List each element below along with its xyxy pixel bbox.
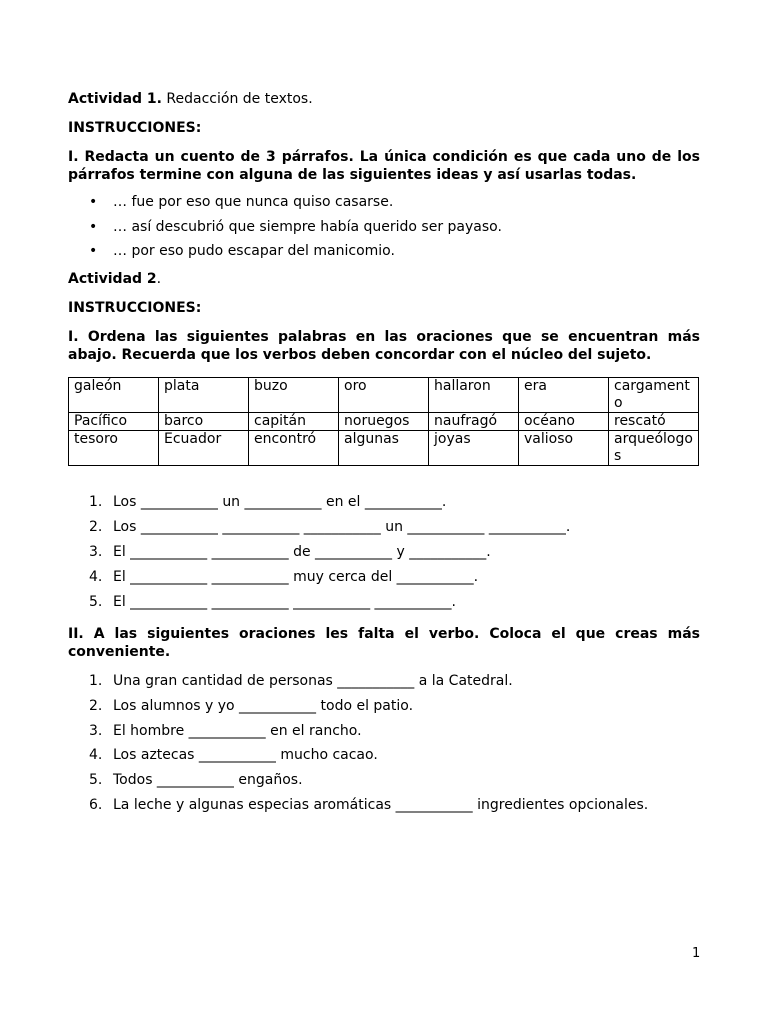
table-cell: Ecuador	[159, 431, 249, 466]
table-cell: rescató	[609, 413, 699, 431]
sentence-list-1	[68, 493, 700, 611]
table-cell: buzo	[249, 378, 339, 413]
list-item: • … por eso pudo escapar del manicomio.	[89, 243, 395, 260]
sentence-list-2	[68, 672, 700, 814]
table-cell: algunas	[339, 431, 429, 466]
table-cell: océano	[519, 413, 609, 431]
activity-2-prompt-2: II. A las siguientes oraciones les falta el verbo. Coloca el que creas más conveniente.	[68, 625, 700, 660]
list-item: 3. El hombre ___________ en el rancho.	[89, 722, 362, 739]
table-cell: arqueólogos	[609, 431, 699, 466]
activity-1-instructions-heading: INSTRUCCIONES:	[68, 120, 202, 136]
table-cell: naufragó	[429, 413, 519, 431]
list-item: 1. Una gran cantidad de personas ___________ a la Catedral.	[89, 672, 513, 689]
list-item: 4. El ___________ ___________ muy cerca del ___________.	[89, 568, 479, 585]
table-cell: Pacífico	[69, 413, 159, 431]
document-page	[68, 90, 700, 821]
word-bank-table	[68, 377, 699, 466]
list-item: 4. Los aztecas ___________ mucho cacao.	[89, 747, 378, 764]
table-cell: capitán	[249, 413, 339, 431]
activity-2-heading: Actividad 2.	[68, 271, 162, 288]
table-cell: noruegos	[339, 413, 429, 431]
activity-1-heading	[68, 90, 700, 108]
activity-2-label: Actividad 2	[68, 271, 157, 288]
table-cell: cargamento	[609, 378, 699, 413]
list-item: 5. El ___________ ___________ ___________ ___________.	[89, 593, 456, 610]
list-item: 2. Los alumnos y yo ___________ todo el patio.	[89, 697, 414, 714]
list-item: 2. Los ___________ ___________ ___________ un ___________ ___________.	[89, 519, 571, 536]
table-cell: barco	[159, 413, 249, 431]
table-row	[69, 431, 699, 466]
activity-2-instructions-heading: INSTRUCCIONES:	[68, 300, 202, 317]
table-cell: tesoro	[69, 431, 159, 466]
ideas-list	[68, 193, 700, 260]
bullet-icon: •	[89, 218, 98, 235]
bullet-icon: •	[89, 194, 98, 210]
list-item: 6. La leche y algunas especias aromáticas ___________ ingredientes opcionales.	[89, 797, 649, 814]
activity-1-label: Actividad 1.	[68, 91, 162, 107]
list-item: • … así descubrió que siempre había querido ser payaso.	[89, 218, 502, 235]
table-row	[69, 378, 699, 413]
table-cell: encontró	[249, 431, 339, 466]
page-number: 1	[692, 946, 701, 961]
table-cell: era	[519, 378, 609, 413]
list-item: • … fue por eso que nunca quiso casarse.	[89, 194, 394, 210]
table-cell: galeón	[69, 378, 159, 413]
activity-2-prompt-1: I. Ordena las siguientes palabras en las oraciones que se encuentran más abajo. Recuerda que los verbos deben concordar con el núcleo del sujeto.	[68, 329, 700, 364]
table-row	[69, 413, 699, 431]
table-cell: joyas	[429, 431, 519, 466]
table-cell: plata	[159, 378, 249, 413]
table-cell: oro	[339, 378, 429, 413]
list-item: 3. El ___________ ___________ de ___________ y ___________.	[89, 543, 491, 560]
table-cell: hallaron	[429, 378, 519, 413]
table-cell: valioso	[519, 431, 609, 466]
list-item: 1. Los ___________ un ___________ en el ___________.	[89, 494, 447, 511]
list-item: 5. Todos ___________ engaños.	[89, 772, 303, 789]
activity-1-prompt: I. Redacta un cuento de 3 párrafos. La única condición es que cada uno de los párrafos termine con alguna de las siguientes ideas y así usarlas todas.	[68, 149, 700, 183]
bullet-icon: •	[89, 243, 98, 260]
activity-1-title: Redacción de textos.	[161, 91, 313, 107]
